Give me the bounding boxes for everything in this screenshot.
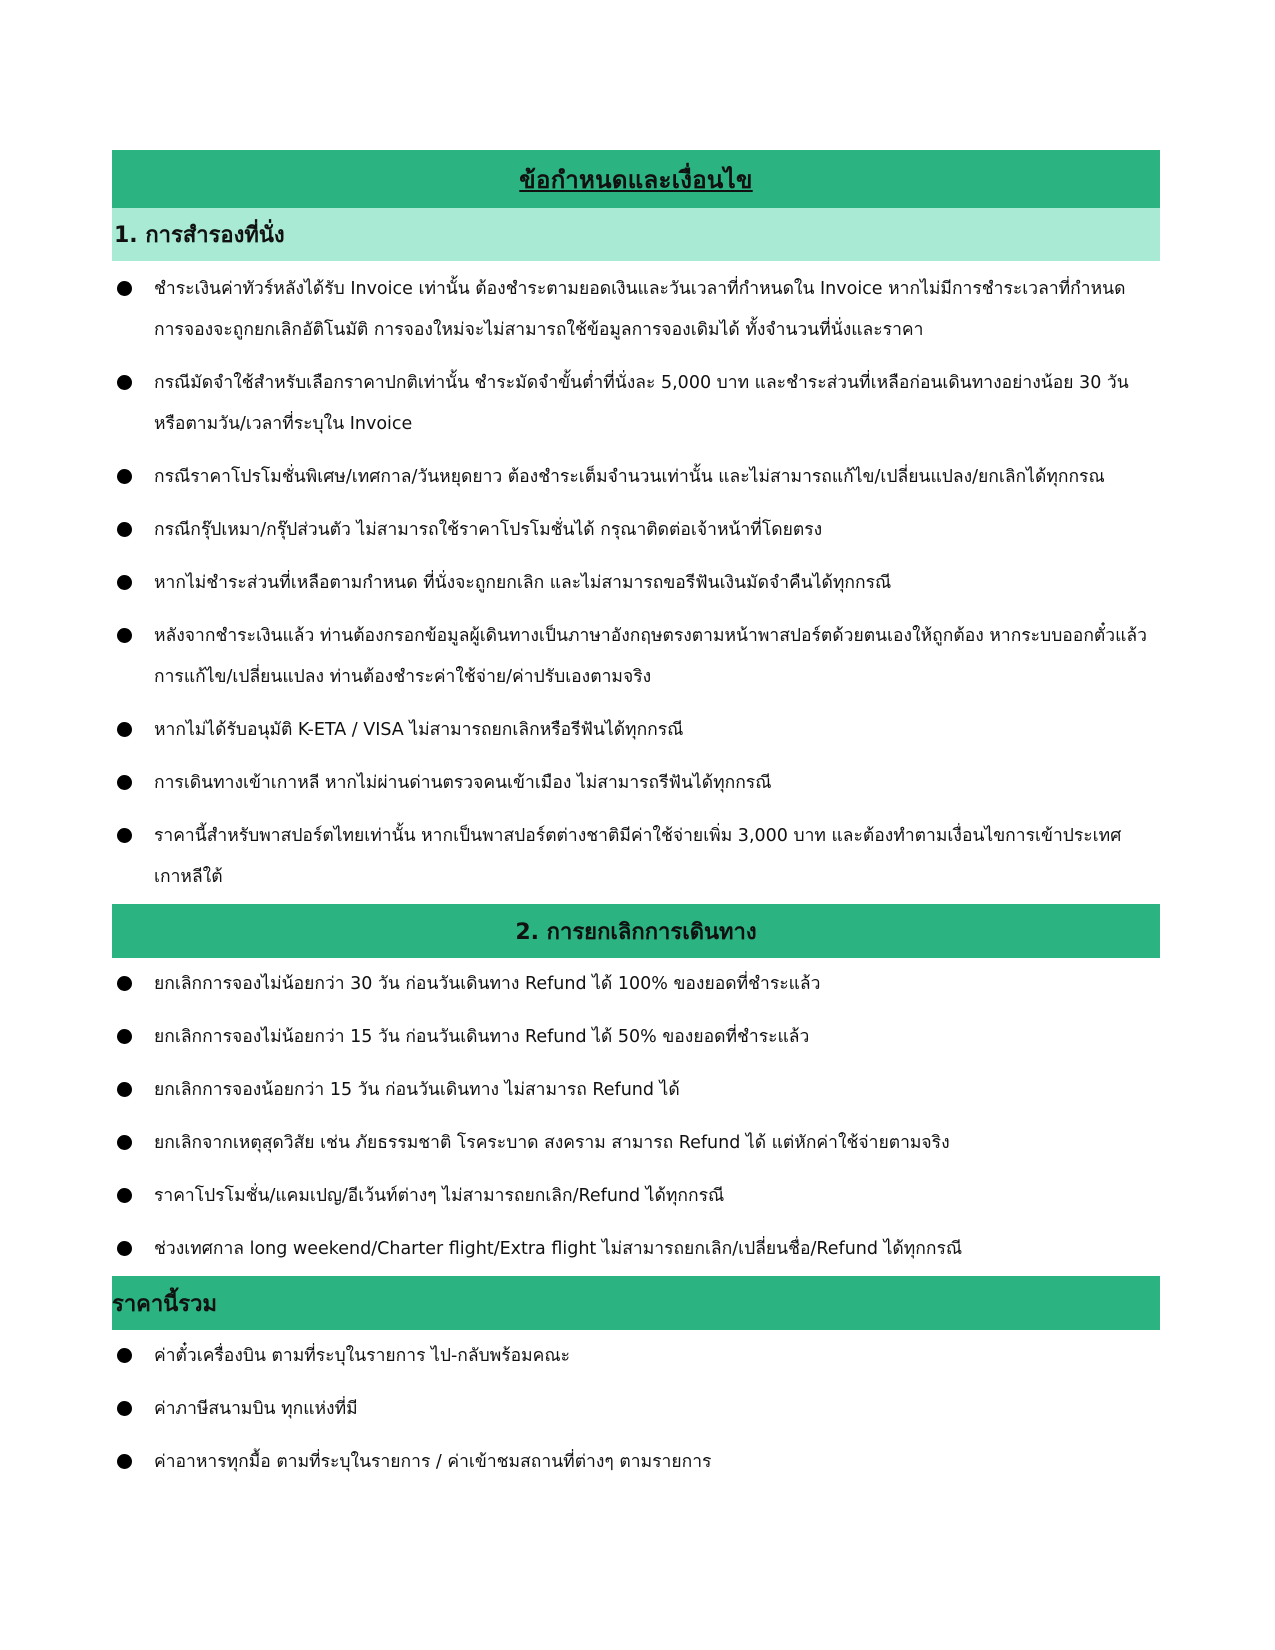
list-item [112,710,1160,751]
page-title: ข้อกำหนดและเงื่อนไข [519,165,753,194]
list-item-text: ค่าภาษีสนามบิน ทุกแห่งที่มี [154,1399,358,1419]
bullet-dot-icon [117,575,132,590]
section1-list [112,261,1160,898]
list-item-text: ยกเลิกการจองไม่น้อยกว่า 30 วัน ก่อนวันเดินทาง Refund ได้ 100% ของยอดที่ชำระแล้ว [154,974,821,994]
list-item [112,510,1160,551]
list-item-text: ค่าตั๋วเครื่องบิน ตามที่ระบุในรายการ ไป-กลับพร้อมคณะ [154,1346,571,1366]
bullet-dot-icon [117,1082,132,1097]
list-item-text: หลังจากชำระเงินแล้ว ท่านต้องกรอกข้อมูลผู้เดินทางเป็นภาษาอังกฤษตรงตามหน้าพาสปอร์ตด้วยตนเองให้ถูกต้อง หากระบบออกตั๋วแล้ว การแก้ไข/เปลี่ยนแปลง ท่านต้องชำระค่าใช้จ่าย/ค่าปรับเองตามจริง [154,626,1147,687]
bullet-dot-icon [117,1401,132,1416]
list-item-text: ยกเลิกจากเหตุสุดวิสัย เช่น ภัยธรรมชาติ โรคระบาด สงคราม สามารถ Refund ได้ แต่หักค่าใช้จ่ายตามจริง [154,1133,950,1153]
list-item [112,1389,1160,1430]
list-item-text: หากไม่ชำระส่วนที่เหลือตามกำหนด ที่นั่งจะถูกยกเลิก และไม่สามารถขอรีฟันเงินมัดจำคืนได้ทุกกรณี [154,573,892,593]
list-item [112,763,1160,804]
bullet-dot-icon [117,522,132,537]
list-item [112,1070,1160,1111]
bullet-dot-icon [117,722,132,737]
list-item-text: ชำระเงินค่าทัวร์หลังได้รับ Invoice เท่านั้น ต้องชำระตามยอดเงินและวันเวลาที่กำหนดใน Invoice หากไม่มีการชำระเวลาที่กำหนด การจองจะถูกยกเลิกอัติโนมัติ การจองใหม่จะไม่สามารถใช้ข้อมูลการจองเดิมได้ ทั้งจำนวนที่นั่งและราคา [154,279,1126,340]
list-item [112,964,1160,1005]
bullet-dot-icon [117,1029,132,1044]
bullet-dot-icon [117,1241,132,1256]
bullet-dot-icon [117,1348,132,1363]
list-item [112,1229,1160,1270]
bullet-dot-icon [117,375,132,390]
section1-heading: 1. การสำรองที่นั่ง [114,223,285,248]
list-item-text: ราคานี้สำหรับพาสปอร์ตไทยเท่านั้น หากเป็นพาสปอร์ตต่างชาติมีค่าใช้จ่ายเพิ่ม 3,000 บาท และต้องทำตามเงื่อนไขการเข้าประเทศเกาหลีใต้ [154,826,1122,887]
section3-header [112,1276,1160,1330]
list-item-text: ยกเลิกการจองน้อยกว่า 15 วัน ก่อนวันเดินทาง ไม่สามารถ Refund ได้ [154,1080,680,1100]
list-item [112,1017,1160,1058]
list-item [112,1176,1160,1217]
bullet-dot-icon [117,828,132,843]
list-item-text: ช่วงเทศกาล long weekend/Charter flight/Extra flight ไม่สามารถยกเลิก/เปลี่ยนชื่อ/Refund ได้ทุกกรณี [154,1239,963,1259]
title-bar [112,150,1160,208]
bullet-dot-icon [117,1188,132,1203]
section2-heading: 2. การยกเลิกการเดินทาง [515,919,757,945]
section2-list [112,958,1160,1270]
section3-heading: ราคานี้รวม [112,1291,217,1317]
list-item-text: การเดินทางเข้าเกาหลี หากไม่ผ่านด่านตรวจคนเข้าเมือง ไม่สามารถรีฟันได้ทุกกรณี [154,773,772,793]
bullet-dot-icon [117,281,132,296]
bullet-dot-icon [117,1454,132,1469]
list-item [112,816,1160,898]
terms-document [112,150,1160,1483]
section3-list [112,1330,1160,1483]
list-item [112,363,1160,445]
list-item [112,563,1160,604]
section1-header [112,208,1160,261]
list-item [112,616,1160,698]
bullet-dot-icon [117,628,132,643]
section2-header [112,904,1160,958]
bullet-dot-icon [117,976,132,991]
bullet-dot-icon [117,775,132,790]
list-item [112,1442,1160,1483]
list-item [112,1336,1160,1377]
list-item-text: กรณีราคาโปรโมชั่นพิเศษ/เทศกาล/วันหยุดยาว ต้องชำระเต็มจำนวนเท่านั้น และไม่สามารถแก้ไข/เปลี่ยนแปลง/ยกเลิกได้ทุกกรณ [154,467,1105,487]
list-item-text: กรณีมัดจำใช้สำหรับเลือกราคาปกติเท่านั้น ชำระมัดจำขั้นต่ำที่นั่งละ 5,000 บาท และชำระส่วนที่เหลือก่อนเดินทางอย่างน้อย 30 วัน หรือตามวัน/เวลาที่ระบุใน Invoice [154,373,1129,434]
list-item [112,1123,1160,1164]
list-item-text: ยกเลิกการจองไม่น้อยกว่า 15 วัน ก่อนวันเดินทาง Refund ได้ 50% ของยอดที่ชำระแล้ว [154,1027,810,1047]
bullet-dot-icon [117,469,132,484]
list-item-text: หากไม่ได้รับอนุมัติ K-ETA / VISA ไม่สามารถยกเลิกหรือรีฟันได้ทุกกรณี [154,720,684,740]
list-item [112,269,1160,351]
bullet-dot-icon [117,1135,132,1150]
list-item-text: กรณีกรุ๊ปเหมา/กรุ๊ปส่วนตัว ไม่สามารถใช้ราคาโปรโมชั่นได้ กรุณาติดต่อเจ้าหน้าที่โดยตรง [154,520,823,540]
list-item-text: ค่าอาหารทุกมื้อ ตามที่ระบุในรายการ / ค่าเข้าชมสถานที่ต่างๆ ตามรายการ [154,1452,712,1472]
list-item [112,457,1160,498]
list-item-text: ราคาโปรโมชั่น/แคมเปญ/อีเว้นท์ต่างๆ ไม่สามารถยกเลิก/Refund ได้ทุกกรณี [154,1186,725,1206]
